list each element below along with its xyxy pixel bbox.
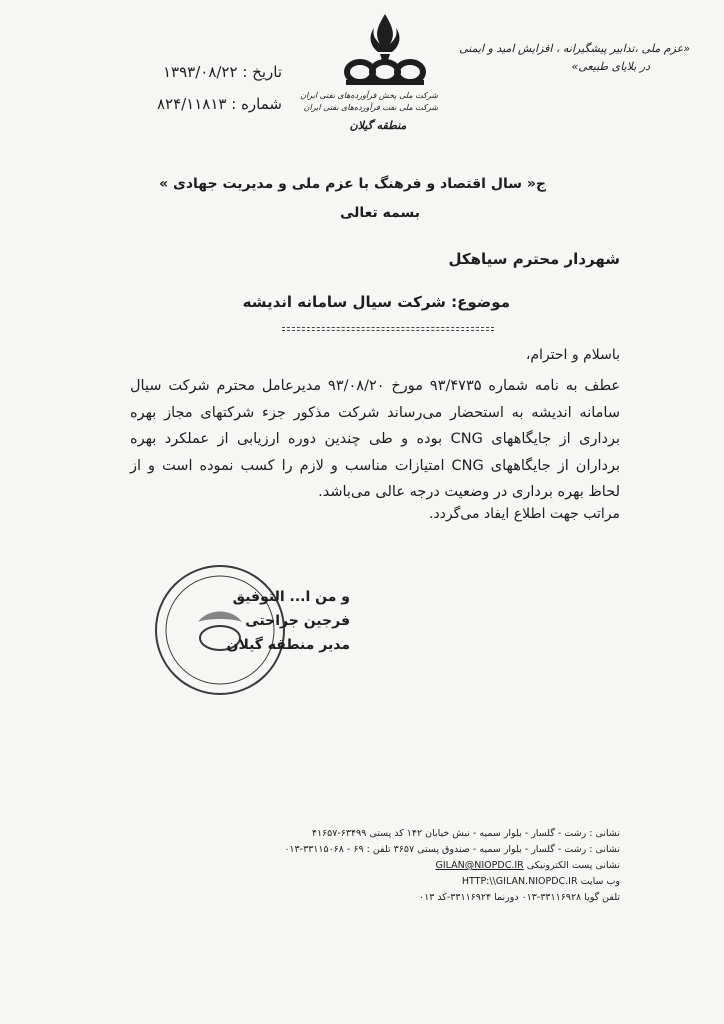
footer-contact [250, 826, 620, 906]
number-row [152, 88, 282, 120]
footer-website-row [250, 874, 620, 890]
email-label: نشانی پست الکترونیکی [526, 860, 620, 871]
org-line-3: منطقه گیلان [349, 119, 407, 132]
motto-line-2: در بلایای طبیعی» [571, 60, 650, 73]
number-label: شماره : [231, 95, 282, 113]
signature-line-1: و من ا... التوفیق [232, 589, 350, 605]
org-line-2: شرکت ملی نفت فرآورده‌های نفتی ایران [303, 103, 438, 112]
footer-address-2: نشانی : رشت - گلسار - بلوار سمیه - صندوق پستی ۳۶۵۷ تلفن : ۶۹ - ۳۳۱۱۵۰۶۸-۰۱۳ [284, 844, 620, 855]
subject-divider [282, 327, 494, 331]
recipient: شهردار محترم سیاهکل [448, 250, 620, 268]
closing-line: مراتب جهت اطلاع ایفاد می‌گردد. [429, 506, 620, 522]
flame-logo-icon [330, 10, 440, 100]
org-line-1: شرکت ملی پخش فرآورده‌های نفتی ایران [300, 91, 438, 100]
motto-block [455, 40, 690, 76]
footer-phone: تلفن گویا ۳۳۱۱۶۹۲۸-۰۱۳ دورنما ۳۳۱۱۶۹۲۴-کد ۰۱۳ [418, 892, 620, 903]
greeting: باسلام و احترام، [525, 347, 620, 363]
letter-meta [152, 56, 282, 120]
motto-line-1: «عزم ملی ،تدابیر پیشگیرانه ، افزایش امید و ایمنی [459, 42, 690, 55]
date-label: تاریخ : [242, 63, 282, 81]
website-label: وب سایت [580, 876, 620, 887]
niopdc-logo [330, 10, 440, 160]
org-name-block [300, 90, 438, 132]
bismillah: بسمه تعالی [339, 205, 421, 221]
signature-block [200, 585, 350, 657]
number-value: ۸۲۴/۱۱۸۱۳ [156, 95, 227, 113]
website-link[interactable]: HTTP:\\GILAN.NIOPDC.IR [461, 876, 578, 887]
subject-line: موضوع: شرکت سیال سامانه اندیشه [242, 293, 510, 311]
signature-line-2: فرجین جراحتی [245, 613, 350, 629]
date-row [152, 56, 282, 88]
date-value: ۱۳۹۳/۰۸/۲۲ [162, 63, 238, 81]
email-link[interactable]: GILAN@NIOPDC.IR [435, 860, 524, 871]
letter-body: عطف به نامه شماره ۹۳/۴۷۳۵ مورخ ۹۳/۰۸/۲۰ مدیرعامل محترم شرکت سیال سامانه اندیشه به استحضار می‌رساند شرکت مذکور جزء شرکتهای مجاز بهره برداری از جایگاههای CNG بوده و طی چندین دوره ارزیابی از عملکرد بهره برداران از جایگاههای CNG امتیازات مناسب و لازم را کسب نموده است و از لحاظ بهره برداری در وضعیت درجه عالی می‌باشد. [130, 378, 621, 500]
year-slogan: ج« سال اقتصاد و فرهنگ با عزم ملی و مدیریت جهادی » [159, 176, 546, 192]
signature-line-3: مدیر منطقه گیلان [226, 637, 350, 653]
footer-email-row [250, 858, 620, 874]
footer-address-1: نشانی : رشت - گلسار - بلوار سمیه - نبش خیابان ۱۴۲ کد پستی ۶۳۴۹۹-۴۱۶۵۷ [311, 828, 620, 839]
